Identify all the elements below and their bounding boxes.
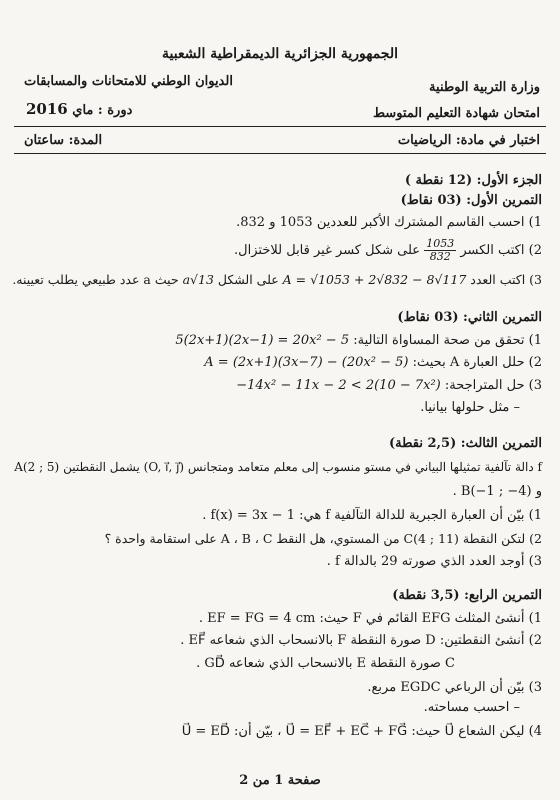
ex4-q3b: – احسب مساحته. <box>423 700 520 715</box>
ex4-q3a: 3) بيّن أن الرباعي EGDC مربع. <box>367 680 542 695</box>
ex4-q2b: C صورة النقطة E بالانسحاب الذي شعاعه GD⃗ . <box>196 656 455 671</box>
ex1-q1: 1) احسب القاسم المشترك الأكبر للعددين 1053 و 832. <box>236 215 542 230</box>
ex3-title: التمرين الثالث: (2,5 نقطة) <box>388 436 542 451</box>
republic-title: الجمهورية الجزائرية الديمقراطية الشعبية <box>161 46 398 62</box>
header-divider-2 <box>14 153 546 154</box>
ministry-name: وزارة التربية الوطنية <box>429 80 540 95</box>
exam-name: امتحان شهادة التعليم المتوسط <box>372 106 540 121</box>
session <box>26 100 132 118</box>
session-label: دورة : ماي <box>72 103 133 118</box>
header-divider-1 <box>14 126 546 127</box>
ex2-q3-sub: – مثل حلولها بيانيا. <box>420 400 520 415</box>
part1-title: الجزء الأول: (12 نقطة ) <box>404 173 542 188</box>
ex1-title: التمرين الأول: (03 نقاط) <box>400 193 542 208</box>
duration: المدة: ساعتان <box>24 133 103 148</box>
ex4-q2a: 2) أنشئ النقطتين: D صورة النقطة F بالانسحاب الذي شعاعه EF⃗ . <box>180 633 542 648</box>
office-name: الديوان الوطني للامتحانات والمسابقات <box>24 74 233 89</box>
subject: اختبار في مادة: الرياضيات <box>397 133 540 148</box>
ex2-q1: 1) تحقق من صحة المساواة التالية: 5(2x+1)(2x−1) = 20x² − 5 <box>175 333 542 348</box>
ex4-title: التمرين الرابع: (3,5 نقطة) <box>392 588 542 603</box>
page-footer: صفحة 1 من 2 <box>239 773 321 788</box>
ex2-title: التمرين الثاني: (03 نقاط) <box>397 310 542 325</box>
ex1-q2: 2) اكتب الكسر $\frac{1053}{832}$ على شكل كسر غير قابل للاختزال. <box>234 237 542 263</box>
ex3-q3: 3) أوجد العدد الذي صورته 29 بالدالة f . <box>326 554 542 569</box>
ex3-intro: f دالة تآلفية تمثيلها البياني في مستو منسوب إلى معلم متعامد ومتجانس (O, i⃗, j⃗) يشمل النقطتين A(2 ; 5) <box>14 460 542 474</box>
ex3-intro2: و B(−1 ; −4) . <box>452 484 542 499</box>
fraction-1053-832: $\frac{1053}{832}$ <box>426 237 455 263</box>
ex1-q3: 3) اكتب العدد A = √1053 + 2√832 − 8√117 على الشكل a√13 حيث a عدد طبيعي يطلب تعيينه. <box>12 272 542 287</box>
ex3-q2: 2) لتكن النقطة C(4 ; 11) من المستوي، هل النقط A ، B ، C على استقامة واحدة ؟ <box>104 531 542 546</box>
ex4-q1: 1) أنشئ المثلث EFG القائم في F حيث: EF = FG = 4 cm . <box>198 611 542 626</box>
ex3-q1: 1) بيّن أن العبارة الجبرية للدالة التآلفية f هي: f(x) = 3x − 1 . <box>202 508 542 523</box>
ex2-q3: 3) حل المتراجحة: −14x² − 11x − 2 < 2(10 − 7x²) <box>236 378 542 393</box>
ex4-q4: 4) ليكن الشعاع U⃗ حيث: U⃗ = EF⃗ + EC⃗ + FG⃗ ، بيّن أن: U⃗ = ED⃗ <box>181 724 542 739</box>
ex2-q2: 2) حلل العبارة A بحيث: A = (2x+1)(3x−7) − (20x² − 5) <box>204 355 542 370</box>
session-year: 2016 <box>26 100 68 118</box>
